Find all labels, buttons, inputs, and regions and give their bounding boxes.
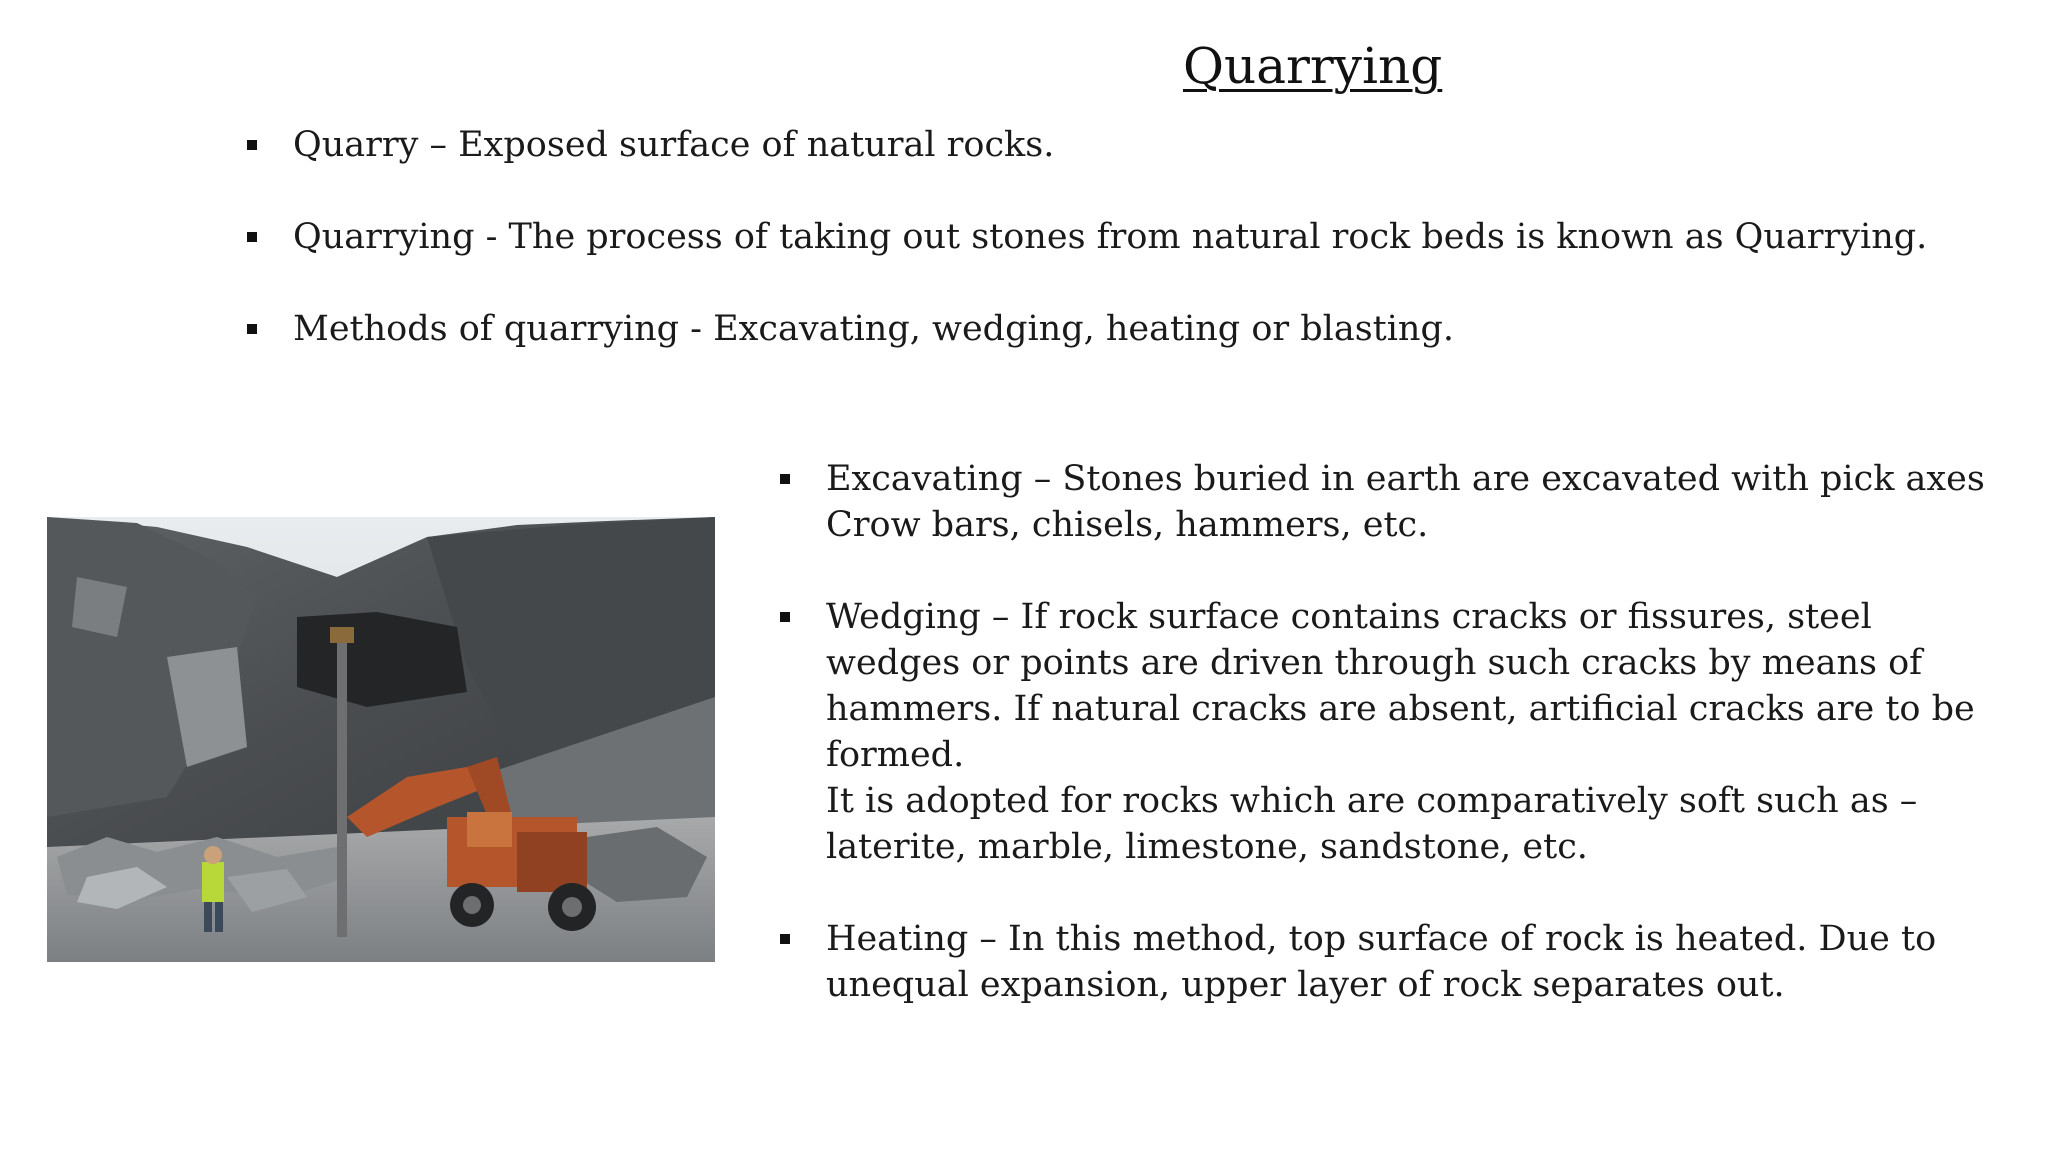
intro-bullet-list — [245, 122, 2005, 398]
intro-bullet-text: Methods of quarrying - Excavating, wedging, heating or blasting. — [293, 309, 1454, 349]
method-heating — [778, 916, 2028, 1008]
intro-bullet-text: Quarrying - The process of taking out stones from natural rock beds is known as Quarrying. — [293, 217, 1928, 257]
square-bullet-icon — [247, 324, 257, 334]
method-text-line: It is adopted for rocks which are comparatively soft such as – — [826, 781, 1918, 821]
method-text-line: hammers. If natural cracks are absent, artificial cracks are to be — [826, 689, 1975, 729]
method-wedging — [778, 594, 2028, 870]
square-bullet-icon — [780, 612, 790, 622]
method-text-line: Heating – In this method, top surface of rock is heated. Due to — [826, 919, 1937, 959]
intro-bullet-item — [245, 122, 2005, 168]
quarry-photo — [47, 517, 715, 962]
square-bullet-icon — [780, 474, 790, 484]
method-text-line: Wedging – If rock surface contains cracks or fissures, steel — [826, 597, 1872, 637]
method-text-line: Excavating – Stones buried in earth are excavated with pick axes — [826, 459, 1985, 499]
methods-bullet-list — [778, 456, 2028, 1054]
square-bullet-icon — [247, 232, 257, 242]
method-text-line: unequal expansion, upper layer of rock separates out. — [826, 965, 1785, 1005]
method-excavating — [778, 456, 2028, 548]
method-text-line: Crow bars, chisels, hammers, etc. — [826, 505, 1429, 545]
method-text-line: laterite, marble, limestone, sandstone, etc. — [826, 827, 1588, 867]
slide-title: Quarrying — [1183, 37, 1443, 95]
intro-bullet-item — [245, 306, 2005, 352]
quarry-illustration — [47, 517, 715, 962]
intro-bullet-text: Quarry – Exposed surface of natural rocks. — [293, 125, 1055, 165]
intro-bullet-item — [245, 214, 2005, 260]
method-text-line: formed. — [826, 735, 965, 775]
square-bullet-icon — [247, 140, 257, 150]
square-bullet-icon — [780, 934, 790, 944]
method-text-line: wedges or points are driven through such cracks by means of — [826, 643, 1923, 683]
